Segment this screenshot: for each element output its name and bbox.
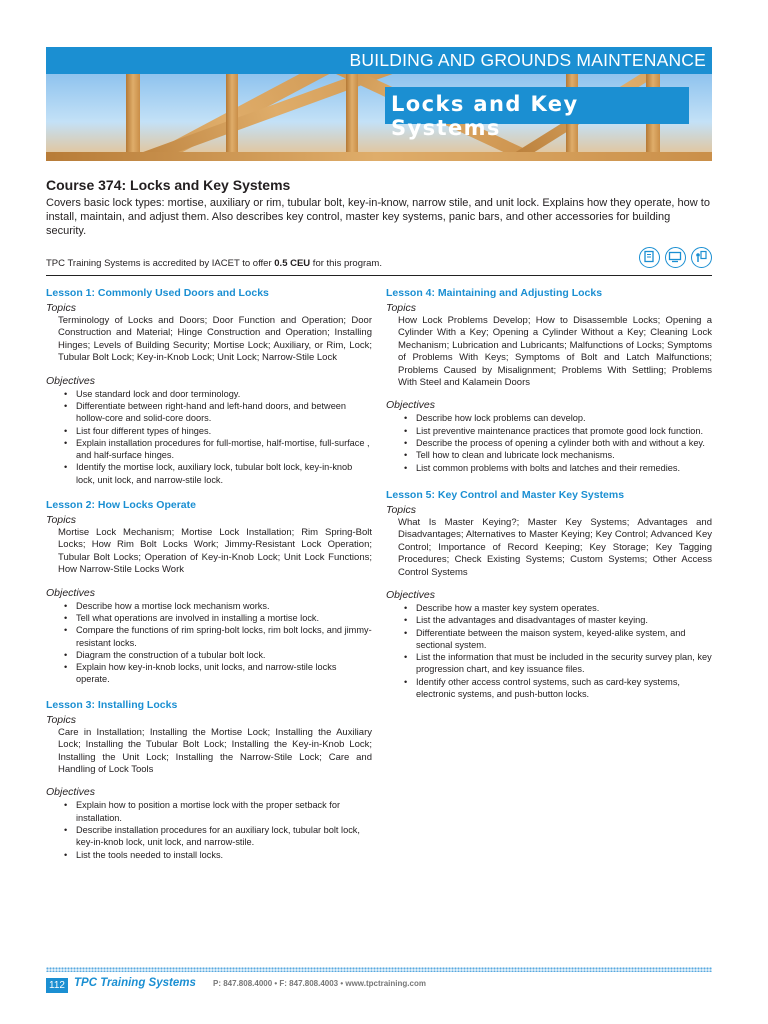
- course-title: Course 374: Locks and Key Systems: [46, 177, 291, 193]
- objectives-list: [46, 600, 372, 686]
- topics-heading: Topics: [46, 713, 76, 726]
- section-divider: [46, 275, 712, 276]
- right-column: [386, 286, 712, 700]
- topics-text: Terminology of Locks and Doors; Door Function and Operation; Door Construction and Material; Hinge Construction and Operation; Installing Hinges; Levels of Building Security; Mortise Lock; Auxiliary, or Rim, Lock; Tubular Bolt Lock; Key-in-Knob Lock; Unit Lock; Narrow-Stile Lock: [58, 315, 372, 364]
- workbook-icon: [639, 247, 660, 268]
- online-icon: [665, 247, 686, 268]
- page-number: 112: [46, 978, 68, 993]
- objective-item: • Describe installation procedures for an auxiliary lock, tubular bolt lock, key-in-knob lock, unit lock, and narrow-stile.: [64, 824, 372, 849]
- topics-text: What Is Master Keying?; Master Key Systems; Advantages and Disadvantages; Alternatives to Master Keying; Key Control; Advanced Key Control; Importance of Record Keeping; Key Storage; Key Tagging Procedures; Check Existing Systems; Custom Systems; Other Access Control Systems: [398, 516, 712, 578]
- accreditation-suffix: for this program.: [310, 258, 382, 269]
- brand-logo: TPC Training Systems: [74, 977, 196, 989]
- objective-item: • Describe how lock problems can develop.: [404, 412, 712, 424]
- accreditation-line: [46, 258, 382, 269]
- objectives-heading: Objectives: [386, 399, 436, 412]
- objectives-heading: Objectives: [46, 786, 96, 799]
- topics-text: How Lock Problems Develop; How to Disassemble Locks; Opening a Cylinder With a Key; Opening a Cylinder Without a Key; Cleaning Lock Mechanism; Lubrication and Lubricants; Malfunctions of Locks; Symptoms of Problems With Keys; Symptoms of Bolt and Latch Malfunctions; Problems Caused by Misalignment; Problems With Settling; Problems With Steel and Kalamein Doors: [398, 315, 712, 389]
- objective-item: • Describe the process of opening a cylinder both with and without a key.: [404, 437, 712, 449]
- lesson-5: [386, 488, 712, 700]
- topics-heading: Topics: [386, 503, 416, 516]
- objective-item: • Explain installation procedures for full-mortise, half-mortise, full-surface , and half-surface hinges.: [64, 437, 372, 462]
- lesson-title: Lesson 3: Installing Locks: [46, 698, 178, 711]
- lesson-3: [46, 698, 372, 861]
- topics-heading: Topics: [46, 514, 76, 526]
- format-icons: [639, 247, 715, 271]
- objective-item: • List the tools needed to install locks.: [64, 849, 372, 861]
- left-column: [46, 286, 372, 861]
- objective-item: • Identify other access control systems, such as card-key systems, electronic systems, and push-button locks.: [404, 676, 712, 701]
- objective-item: • Differentiate between right-hand and left-hand doors, and between hollow-core and solid-core doors.: [64, 400, 372, 425]
- objective-item: • List the information that must be included in the security survey plan, key progression chart, and key issuance files.: [404, 651, 712, 676]
- category-label: BUILDING AND GROUNDS MAINTENANCE: [349, 50, 706, 70]
- objective-item: • Diagram the construction of a tubular bolt lock.: [64, 649, 372, 661]
- objective-item: • List preventive maintenance practices that promote good lock function.: [404, 425, 712, 437]
- topics-text: Care in Installation; Installing the Mortise Lock; Installing the Auxiliary Lock; Installing the Tubular Bolt Lock; Installing the Key-in-Knob Lock; Installing the Unit Lock; Installing the Narrow-Stile Lock; Care and Handling of Lock Tools: [58, 726, 372, 775]
- lesson-1: [46, 286, 372, 486]
- objective-item: • Tell what operations are involved in installing a mortise lock.: [64, 612, 372, 624]
- objectives-list: [46, 388, 372, 486]
- objective-item: • List common problems with bolts and latches and their remedies.: [404, 462, 712, 474]
- objective-item: • Differentiate between the maison system, keyed-alike system, and sectional system.: [404, 627, 712, 652]
- objectives-heading: Objectives: [46, 586, 96, 599]
- ceu-value: 0.5 CEU: [274, 258, 311, 269]
- objective-item: • List the advantages and disadvantages of master keying.: [404, 614, 712, 626]
- lesson-title: Lesson 1: Commonly Used Doors and Locks: [46, 287, 269, 299]
- topics-text: Mortise Lock Mechanism; Mortise Lock Installation; Rim Spring-Bolt Locks; How Rim Bolt Locks Work; Jimmy-Resistant Lock Operation; Tubular Bolt Locks; Operation of Key-in-Knob Lock; Unit Lock Functions; How Narrow-Stile Locks Work: [58, 527, 372, 576]
- objective-item: • Explain how to position a mortise lock with the proper setback for installation.: [64, 799, 372, 824]
- objective-item: • Identify the mortise lock, auxiliary lock, tubular bolt lock, key-in-knob lock, unit lock, and narrow-stile lock.: [64, 461, 372, 486]
- objectives-heading: Objectives: [46, 374, 96, 387]
- header-banner: [46, 47, 712, 161]
- contact-info: P: 847.808.4000 • F: 847.808.4003 • www.tpctraining.com: [213, 979, 426, 988]
- instructor-icon: [691, 247, 712, 268]
- lesson-title: Lesson 5: Key Control and Master Key Systems: [386, 488, 625, 501]
- lesson-title: Lesson 4: Maintaining and Adjusting Locks: [386, 287, 603, 299]
- topics-heading: Topics: [46, 302, 76, 314]
- footer-dotted-rule: [46, 967, 712, 972]
- accreditation-text: TPC Training Systems is accredited by IACET to offer: [46, 258, 275, 269]
- objective-item: • List four different types of hinges.: [64, 425, 372, 437]
- objective-item: • Describe how a master key system operates.: [404, 602, 712, 614]
- category-bar: [46, 47, 712, 74]
- course-description: Covers basic lock types: mortise, auxiliary or rim, tubular bolt, key-in-know, narrow stile, and unit lock. Explains how they operate, how to install, maintain, and adjust them. Also describes key control, master key systems, panic bars, and other accessories for building security.: [46, 197, 710, 237]
- objective-item: • Use standard lock and door terminology.: [64, 388, 372, 400]
- objectives-list: [386, 602, 712, 700]
- title-box: [385, 87, 689, 140]
- lesson-title: Lesson 2: How Locks Operate: [46, 499, 196, 511]
- objective-item: • Describe how a mortise lock mechanism works.: [64, 600, 372, 612]
- objectives-heading: Objectives: [386, 588, 436, 601]
- banner-title: Locks and Key Systems: [391, 92, 579, 140]
- objectives-list: [46, 799, 372, 860]
- lesson-2: [46, 498, 372, 686]
- objectives-list: [386, 412, 712, 473]
- objective-item: • Tell how to clean and lubricate lock mechanisms.: [404, 449, 712, 461]
- topics-heading: Topics: [386, 302, 416, 314]
- lesson-4: [386, 286, 712, 474]
- objective-item: • Explain how key-in-knob locks, unit locks, and narrow-stile locks operate.: [64, 661, 372, 686]
- objective-item: • Compare the functions of rim spring-bolt locks, rim bolt locks, and jimmy-resistant locks.: [64, 624, 372, 649]
